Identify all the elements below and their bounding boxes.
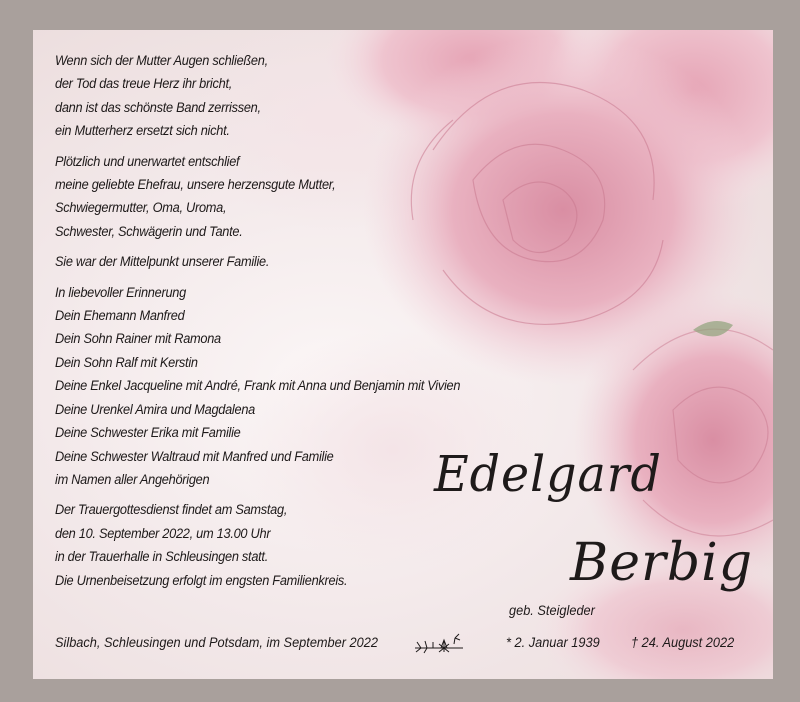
mourner-line: Deine Schwester Waltraud mit Manfred und Familie bbox=[55, 448, 334, 465]
mourner-line: Dein Sohn Rainer mit Ramona bbox=[55, 331, 221, 348]
center-line bbox=[55, 251, 523, 274]
announcement-line: Schwester, Schwägerin und Tante. bbox=[55, 223, 243, 240]
mourner-line: Deine Enkel Jacqueline mit André, Frank mit Anna und Benjamin mit Vivien bbox=[55, 378, 461, 395]
poem-line: der Tod das treue Herz ihr bricht, bbox=[55, 76, 233, 93]
poem bbox=[55, 50, 523, 144]
maiden-name: geb. Steigleder bbox=[509, 603, 595, 619]
death-date: † 24. August 2022 bbox=[631, 635, 735, 651]
obituary-text bbox=[55, 50, 523, 600]
poem-line: dann ist das schönste Band zerrissen, bbox=[55, 99, 261, 116]
deceased-last-name: Berbig bbox=[570, 533, 754, 593]
mourner-line: In liebevoller Erinnerung bbox=[55, 284, 186, 301]
mourner-line: Deine Urenkel Amira und Magdalena bbox=[55, 401, 256, 418]
service-line: Der Trauergottesdienst findet am Samstag, bbox=[55, 502, 288, 519]
family-center-line: Sie war der Mittelpunkt unserer Familie. bbox=[55, 254, 270, 271]
announcement-line: meine geliebte Ehefrau, unsere herzensgute Mutter, bbox=[55, 177, 336, 194]
announcement bbox=[55, 151, 523, 245]
service-line: Die Urnenbeisetzung erfolgt im engsten Familienkreis. bbox=[55, 572, 348, 589]
poem-line: Wenn sich der Mutter Augen schließen, bbox=[55, 53, 268, 69]
service-line: in der Trauerhalle in Schleusingen statt. bbox=[55, 549, 268, 566]
deceased-first-name: Edelgard bbox=[433, 445, 662, 503]
place-date: Silbach, Schleusingen und Potsdam, im September 2022 bbox=[55, 635, 378, 651]
mourner-line: im Namen aller Angehörigen bbox=[55, 471, 210, 488]
birth-date: * 2. Januar 1939 bbox=[506, 635, 600, 651]
mourner-line: Deine Schwester Erika mit Familie bbox=[55, 425, 241, 442]
announcement-line: Plötzlich und unerwartet entschlief bbox=[55, 153, 240, 170]
mourner-line: Dein Ehemann Manfred bbox=[55, 308, 185, 325]
mourner-line: Dein Sohn Ralf mit Kerstin bbox=[55, 354, 198, 371]
sprig-ornament-icon bbox=[411, 628, 467, 656]
poem-line: ein Mutterherz ersetzt sich nicht. bbox=[55, 123, 230, 140]
service-line: den 10. September 2022, um 13.00 Uhr bbox=[55, 525, 271, 542]
announcement-line: Schwiegermutter, Oma, Uroma, bbox=[55, 200, 227, 217]
obituary-card bbox=[33, 30, 773, 679]
service-info bbox=[55, 499, 523, 593]
